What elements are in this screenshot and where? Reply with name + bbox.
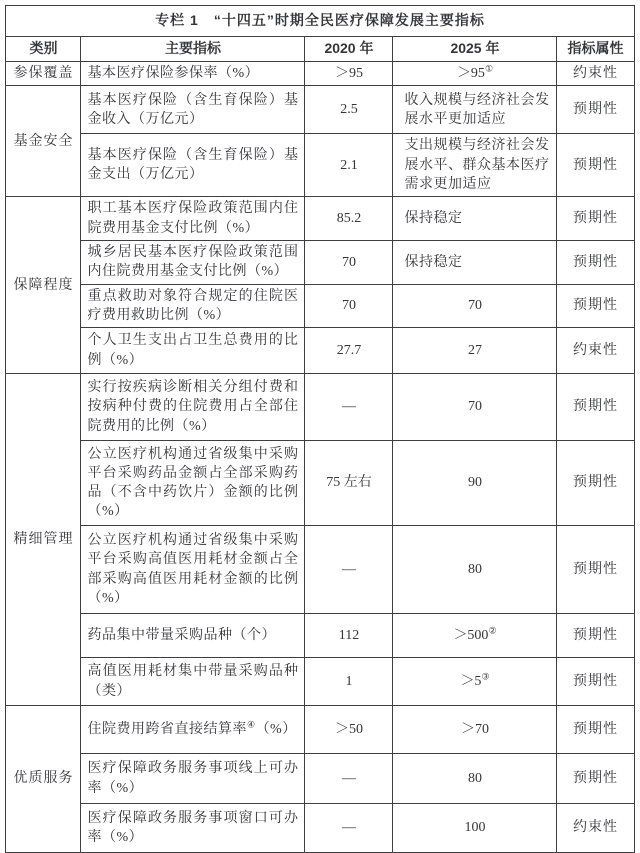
indicator-cell: 职工基本医疗保险政策范围内住院费用基金支付比例（%）: [81, 197, 305, 241]
attribute-cell: 约束性: [557, 62, 634, 86]
header-2025: 2025 年: [393, 37, 557, 62]
attribute-cell: 预期性: [557, 441, 634, 526]
header-attribute: 指标属性: [557, 37, 634, 62]
attribute-cell: 预期性: [557, 284, 634, 328]
value-2020-cell: ＞95: [305, 62, 393, 86]
value-2020-cell: 70: [305, 284, 393, 328]
indicator-cell: 城乡居民基本医疗保险政策范围内住院费用基金支付比例（%）: [81, 240, 305, 284]
indicator-cell: 药品集中带量采购品种（个）: [81, 614, 305, 658]
title-row: [6, 6, 634, 37]
indicator-cell: 重点救助对象符合规定的住院医疗费用救助比例（%）: [81, 284, 305, 328]
footnote-mark: ②: [488, 625, 497, 636]
value-2020-cell: 1: [305, 658, 393, 706]
attribute-cell: 预期性: [557, 614, 634, 658]
indicator-cell: 高值医用耗材集中带量采购品种（类）: [81, 658, 305, 706]
attribute-cell: 预期性: [557, 374, 634, 441]
value-2025-cell: ＞5③: [393, 658, 557, 706]
indicators-table: [5, 5, 634, 853]
indicator-cell: 实行按疾病诊断相关分组付费和按病种付费的住院费用占全部住院费用的比例（%）: [81, 374, 305, 441]
table-row: [6, 240, 634, 284]
value-2020-cell: 2.5: [305, 86, 393, 134]
table-title: 专栏 1 “十四五”时期全民医疗保障发展主要指标: [6, 6, 634, 37]
category-cell: 保障程度: [6, 197, 81, 374]
header-row: [6, 37, 634, 62]
indicator-cell: 基本医疗保险参保率（%）: [81, 62, 305, 86]
table-row: [6, 374, 634, 441]
attribute-cell: 预期性: [557, 86, 634, 134]
table-row: [6, 754, 634, 804]
table-row: [6, 614, 634, 658]
attribute-cell: 预期性: [557, 526, 634, 614]
attribute-cell: 约束性: [557, 804, 634, 853]
value-2020-cell: 75 左右: [305, 441, 393, 526]
value-2020-cell: 85.2: [305, 197, 393, 241]
table-row: [6, 62, 634, 86]
footnote-mark: ③: [481, 671, 490, 682]
value-2025-cell: ＞500②: [393, 614, 557, 658]
value-2020-cell: —: [305, 804, 393, 853]
table-row: [6, 804, 634, 853]
indicator-cell: 基本医疗保险（含生育保险）基金收入（万亿元）: [81, 86, 305, 134]
indicator-cell: 基本医疗保险（含生育保险）基金支出（万亿元）: [81, 134, 305, 197]
attribute-cell: 预期性: [557, 754, 634, 804]
attribute-cell: 预期性: [557, 197, 634, 241]
attribute-cell: 约束性: [557, 328, 634, 374]
value-2025-cell: 支出规模与经济社会发展水平、群众基本医疗需求更加适应: [393, 134, 557, 197]
value-2020-cell: —: [305, 754, 393, 804]
value-2020-cell: 112: [305, 614, 393, 658]
attribute-cell: 预期性: [557, 134, 634, 197]
table-row: [6, 328, 634, 374]
indicator-cell: 医疗保障政务服务事项窗口可办率（%）: [81, 804, 305, 853]
footnote-mark: ①: [484, 63, 494, 74]
table-row: [6, 441, 634, 526]
indicator-cell: 公立医疗机构通过省级集中采购平台采购高值医用耗材金额占全部采购高值医用耗材金额的比例（%）: [81, 526, 305, 614]
header-indicator: 主要指标: [81, 37, 305, 62]
value-2025-cell: 100: [393, 804, 557, 853]
category-cell: 精细管理: [6, 374, 81, 706]
footnote-mark: ④: [246, 719, 256, 730]
indicator-cell: 公立医疗机构通过省级集中采购平台采购药品金额占全部采购药品（不含中药饮片）金额的比例（%）: [81, 441, 305, 526]
value-2020-cell: —: [305, 374, 393, 441]
value-2025-cell: 90: [393, 441, 557, 526]
value-2025-cell: 80: [393, 754, 557, 804]
indicator-cell: 住院费用跨省直接结算率④（%）: [81, 706, 305, 754]
table-row: [6, 658, 634, 706]
table-row: [6, 526, 634, 614]
value-2025-cell: 27: [393, 328, 557, 374]
value-2025-cell: 保持稳定: [393, 197, 557, 241]
value-2025-cell: ＞70: [393, 706, 557, 754]
value-2025-cell: 70: [393, 374, 557, 441]
value-2025-cell: 70: [393, 284, 557, 328]
table-row: [6, 134, 634, 197]
table-row: [6, 706, 634, 754]
attribute-cell: 预期性: [557, 706, 634, 754]
attribute-cell: 预期性: [557, 658, 634, 706]
table-row: [6, 197, 634, 241]
value-2020-cell: 2.1: [305, 134, 393, 197]
value-2020-cell: 70: [305, 240, 393, 284]
value-2020-cell: ＞50: [305, 706, 393, 754]
indicator-cell: 医疗保障政务服务事项线上可办率（%）: [81, 754, 305, 804]
header-2020: 2020 年: [305, 37, 393, 62]
indicator-cell: 个人卫生支出占卫生总费用的比例（%）: [81, 328, 305, 374]
category-cell: 参保覆盖: [6, 62, 81, 86]
value-2020-cell: 27.7: [305, 328, 393, 374]
table-row: [6, 86, 634, 134]
value-2020-cell: —: [305, 526, 393, 614]
header-category: 类别: [6, 37, 81, 62]
value-2025-cell: ＞95①: [393, 62, 557, 86]
value-2025-cell: 80: [393, 526, 557, 614]
value-2025-cell: 保持稳定: [393, 240, 557, 284]
category-cell: 基金安全: [6, 86, 81, 197]
table-row: [6, 284, 634, 328]
category-cell: 优质服务: [6, 706, 81, 853]
attribute-cell: 预期性: [557, 240, 634, 284]
value-2025-cell: 收入规模与经济社会发展水平更加适应: [393, 86, 557, 134]
